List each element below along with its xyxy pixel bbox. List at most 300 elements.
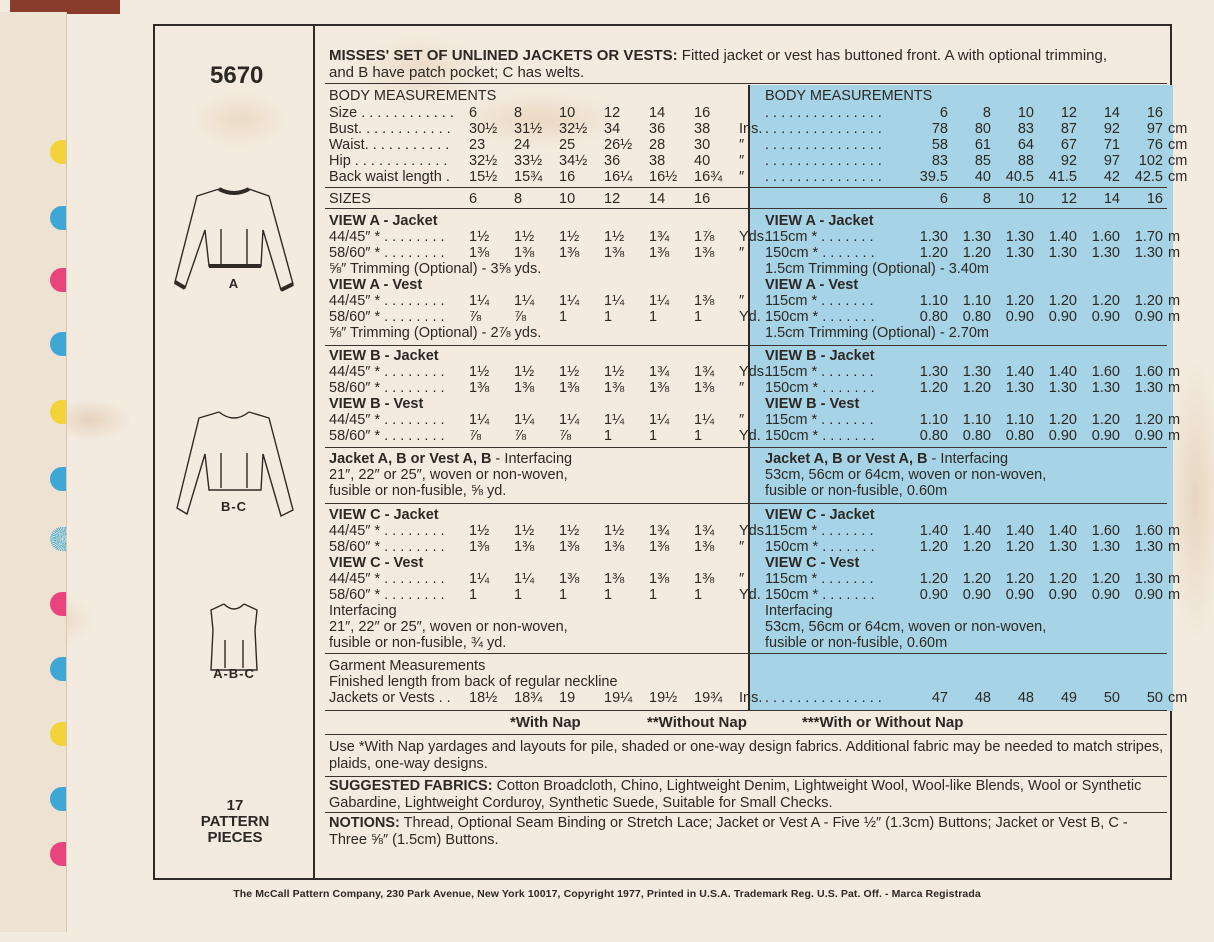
- row-value: 0.90: [1048, 309, 1077, 325]
- row-value: 18½: [469, 690, 498, 706]
- row-value: 49: [1060, 690, 1077, 706]
- view-label-a-b-c: A-B-C: [213, 666, 255, 681]
- row-label: Size . . . . . . . . . . . .: [329, 105, 454, 121]
- row-value: 10: [1017, 105, 1034, 121]
- row-value: 1⅜: [649, 245, 670, 261]
- row-label: Hip . . . . . . . . . . . .: [329, 153, 448, 169]
- row-value: 1⅜: [514, 380, 535, 396]
- row-value: 19½: [649, 690, 678, 706]
- row-value: 1.30: [1091, 539, 1120, 555]
- row-value: 8: [982, 105, 991, 121]
- row-value: 1⅜: [469, 380, 490, 396]
- row-value: 1.30: [962, 364, 991, 380]
- row-value: 1.20: [962, 245, 991, 261]
- interfacing-c-spec: 21″, 22″ or 25″, woven or non-woven,: [329, 619, 568, 635]
- row-value: 1⅜: [469, 245, 490, 261]
- row-label: 115cm * . . . . . . .: [765, 293, 874, 309]
- row-unit: ″: [739, 293, 745, 309]
- trimming-note: 1.5cm Trimming (Optional) - 2.70m: [765, 325, 990, 341]
- row-value: 1.30: [1048, 380, 1077, 396]
- row-value: 1.20: [962, 380, 991, 396]
- row-value: 0.90: [1134, 309, 1163, 325]
- yardage-row: [765, 293, 1198, 309]
- row-value: 1¼: [649, 293, 670, 309]
- row-value: 15½: [469, 169, 498, 185]
- row-value: 26½: [604, 137, 633, 153]
- row-value: 1⅜: [514, 245, 535, 261]
- row-value: 16: [559, 169, 576, 185]
- row-value: 1⅜: [559, 380, 580, 396]
- row-value: 83: [931, 153, 948, 169]
- row-value: 48: [1017, 690, 1034, 706]
- divider: [325, 710, 1167, 711]
- row-value: 1½: [514, 523, 535, 539]
- row-value: 30: [694, 137, 711, 153]
- row-value: 0.80: [962, 309, 991, 325]
- row-value: 1.10: [919, 412, 948, 428]
- interfacing-ab-spec: 21″, 22″ or 25″, woven or non-woven,: [329, 467, 568, 483]
- row-label: 44/45″ * . . . . . . . .: [329, 229, 445, 245]
- row-value: 42: [1103, 169, 1120, 185]
- row-value: 40: [974, 169, 991, 185]
- yardage-row: [765, 428, 1198, 444]
- yardage-row: [765, 412, 1198, 428]
- row-label: Bust. . . . . . . . . . . .: [329, 121, 451, 137]
- registration-dot-yellow: [50, 400, 66, 424]
- row-value: 1¼: [559, 412, 580, 428]
- row-value: 16¾: [694, 169, 723, 185]
- row-value: 88: [1017, 153, 1034, 169]
- pattern-pieces-number: 17: [226, 797, 244, 814]
- row-value: 1¼: [604, 412, 625, 428]
- row-value: 1.20: [1005, 539, 1034, 555]
- row-value: 1.30: [1134, 571, 1163, 587]
- yardage-row: [329, 523, 779, 539]
- row-unit: cm: [1168, 153, 1188, 169]
- yardage-row: [329, 364, 779, 380]
- row-value: 85: [974, 153, 991, 169]
- yardage-row: [765, 309, 1198, 325]
- row-value: 36: [604, 153, 621, 169]
- row-value: 10: [559, 105, 576, 121]
- row-value: 34½: [559, 153, 588, 169]
- row-value: 1: [559, 309, 568, 325]
- pattern-pieces-count: [155, 798, 315, 846]
- row-value: 1.20: [1091, 412, 1120, 428]
- row-value: 1.60: [1091, 364, 1120, 380]
- notions-label: NOTIONS:: [329, 815, 400, 831]
- row-value: 1: [649, 587, 658, 603]
- yardage-row: [765, 587, 1198, 603]
- row-value: 48: [974, 690, 991, 706]
- row-value: 1⅜: [604, 571, 625, 587]
- row-unit: ″: [739, 153, 745, 169]
- row-value: 42.5: [1134, 169, 1163, 185]
- row-value: 1.40: [919, 523, 948, 539]
- interfacing-ab-title: [329, 451, 572, 467]
- registration-dot-blue: [50, 332, 66, 356]
- row-value: 1.20: [919, 539, 948, 555]
- divider: [325, 83, 1167, 84]
- row-unit: cm: [1168, 137, 1188, 153]
- row-value: 19: [559, 690, 576, 706]
- yardage-row: [329, 539, 779, 555]
- row-value: 1.60: [1091, 523, 1120, 539]
- row-value: 1½: [514, 229, 535, 245]
- row-label: 115cm * . . . . . . .: [765, 229, 874, 245]
- view-a-jacket-title: VIEW A - Jacket: [329, 213, 438, 229]
- view-a-vest-title: VIEW A - Vest: [329, 277, 423, 293]
- row-value: 1.20: [1134, 412, 1163, 428]
- body-measurement-row: [329, 153, 779, 169]
- row-label: 58/60″ * . . . . . . . .: [329, 245, 445, 261]
- view-label-a: A: [228, 276, 240, 291]
- row-value: 1.30: [962, 229, 991, 245]
- suggested-fabrics: [329, 778, 1165, 812]
- row-unit: ″: [739, 137, 745, 153]
- divider: [325, 208, 1167, 209]
- row-value: ⅞: [514, 309, 527, 325]
- size-value: 10: [1017, 191, 1034, 207]
- row-value: 97: [1103, 153, 1120, 169]
- row-value: 1: [649, 309, 658, 325]
- row-value: 38: [649, 153, 666, 169]
- view-c-jacket-title: VIEW C - Jacket: [329, 507, 439, 523]
- row-unit: Yds.: [739, 523, 769, 539]
- row-value: 1¼: [649, 412, 670, 428]
- row-value: 0.90: [919, 587, 948, 603]
- row-unit: cm: [1168, 121, 1188, 137]
- yardage-row: [329, 380, 779, 396]
- row-label: Jackets or Vests . .: [329, 690, 451, 706]
- finished-length-metric: [765, 690, 1198, 706]
- view-a-vest-title: VIEW A - Vest: [765, 277, 859, 293]
- row-value: 39.5: [919, 169, 948, 185]
- row-value: 14: [649, 105, 666, 121]
- divider: [325, 447, 1167, 448]
- row-value: 12: [604, 105, 621, 121]
- registration-dot-blue: [50, 467, 66, 491]
- row-value: 1½: [604, 523, 625, 539]
- row-value: 1.60: [1134, 523, 1163, 539]
- row-value: 0.90: [1005, 587, 1034, 603]
- envelope-flap: [0, 12, 67, 932]
- row-value: 1.20: [1048, 293, 1077, 309]
- row-value: 1.20: [1091, 293, 1120, 309]
- row-unit: m: [1168, 380, 1181, 396]
- row-value: 1.20: [1134, 293, 1163, 309]
- row-label: 58/60″ * . . . . . . . .: [329, 380, 445, 396]
- row-value: 1⅜: [514, 539, 535, 555]
- row-value: 1½: [469, 523, 490, 539]
- row-value: 1¼: [469, 293, 490, 309]
- row-unit: m: [1168, 364, 1181, 380]
- notions: [329, 815, 1165, 849]
- row-label: 150cm * . . . . . . .: [765, 245, 875, 261]
- row-value: 1⅜: [604, 245, 625, 261]
- interfacing-title: Jacket A, B or Vest A, B: [765, 451, 928, 467]
- yardage-row: [329, 571, 779, 587]
- pattern-title: MISSES' SET OF UNLINED JACKETS OR VESTS:: [329, 47, 678, 64]
- size-value: 6: [939, 191, 948, 207]
- trimming-note: ⅝″ Trimming (Optional) - 2⅞ yds.: [329, 325, 542, 341]
- row-value: 1⅜: [649, 571, 670, 587]
- yardage-row: [329, 293, 779, 309]
- yardage-row: [765, 229, 1198, 245]
- size-value: 8: [514, 191, 523, 207]
- row-value: 1½: [469, 364, 490, 380]
- interfacing-suffix: - Interfacing: [491, 451, 573, 467]
- size-value: 12: [1060, 191, 1077, 207]
- row-label: 150cm * . . . . . . .: [765, 539, 875, 555]
- row-value: 1.30: [919, 364, 948, 380]
- row-value: 1: [694, 428, 703, 444]
- interfacing-ab-spec: fusible or non-fusible, 0.60m: [765, 483, 948, 499]
- row-value: 61: [974, 137, 991, 153]
- row-value: 1½: [604, 364, 625, 380]
- garment-measurements-subtitle: Finished length from back of regular neckline: [329, 674, 618, 690]
- row-value: 92: [1103, 121, 1120, 137]
- sizes-label: SIZES: [329, 191, 371, 207]
- registration-dot-blue: [50, 657, 66, 681]
- row-value: 1⅜: [559, 539, 580, 555]
- row-value: 1¼: [694, 412, 715, 428]
- row-value: 40.5: [1005, 169, 1034, 185]
- view-c-vest-title: VIEW C - Vest: [765, 555, 860, 571]
- row-value: 1.60: [1091, 229, 1120, 245]
- row-value: 1.30: [1005, 380, 1034, 396]
- row-unit: m: [1168, 428, 1181, 444]
- row-unit: m: [1168, 245, 1181, 261]
- view-a-jacket-title: VIEW A - Jacket: [765, 213, 874, 229]
- row-value: 1⅜: [694, 571, 715, 587]
- row-unit: Ins.: [739, 121, 763, 137]
- row-value: 16: [1146, 105, 1163, 121]
- interfacing-ab-spec: 53cm, 56cm or 64cm, woven or non-woven,: [765, 467, 1047, 483]
- row-value: 1.30: [1048, 539, 1077, 555]
- body-measurement-row-metric: [765, 105, 1198, 121]
- row-value: 1.30: [1134, 380, 1163, 396]
- row-value: 16: [694, 105, 711, 121]
- row-value: 1.40: [1005, 523, 1034, 539]
- row-value: 1.20: [1005, 293, 1034, 309]
- row-unit: ″: [739, 571, 745, 587]
- row-value: 1.30: [1048, 245, 1077, 261]
- nap-legend-with: *With Nap: [510, 714, 581, 731]
- registration-dot-yellow: [50, 140, 66, 164]
- pattern-details: [325, 26, 1188, 878]
- row-label: 150cm * . . . . . . .: [765, 309, 875, 325]
- row-unit: m: [1168, 293, 1181, 309]
- row-label: 58/60″ * . . . . . . . .: [329, 428, 445, 444]
- interfacing-suffix: - Interfacing: [927, 451, 1009, 467]
- row-unit: m: [1168, 412, 1181, 428]
- yardage-row: [329, 245, 779, 261]
- row-value: 24: [514, 137, 531, 153]
- row-value: 67: [1060, 137, 1077, 153]
- row-value: 31½: [514, 121, 543, 137]
- row-label: 150cm * . . . . . . .: [765, 428, 875, 444]
- vest-abc-sketch: [169, 600, 299, 672]
- trimming-note: 1.5cm Trimming (Optional) - 3.40m: [765, 261, 990, 277]
- finished-length-imperial: [329, 690, 779, 706]
- row-value: 1¾: [649, 523, 670, 539]
- nap-legend-without: **Without Nap: [647, 714, 747, 731]
- registration-dot-magenta: [50, 842, 66, 866]
- row-value: 1.10: [962, 293, 991, 309]
- row-value: 1.20: [1048, 571, 1077, 587]
- row-value: 19¼: [604, 690, 633, 706]
- yardage-row: [765, 380, 1198, 396]
- row-unit: m: [1168, 229, 1181, 245]
- row-value: 1: [604, 309, 613, 325]
- row-value: 1.30: [1091, 380, 1120, 396]
- row-label: 115cm * . . . . . . .: [765, 523, 874, 539]
- yardage-row: [329, 412, 779, 428]
- row-value: 1⅜: [694, 539, 715, 555]
- row-label: . . . . . . . . . . . . . . .: [765, 137, 882, 153]
- row-value: 47: [931, 690, 948, 706]
- row-value: 28: [649, 137, 666, 153]
- row-value: 1¾: [694, 364, 715, 380]
- row-value: 25: [559, 137, 576, 153]
- row-value: 92: [1060, 153, 1077, 169]
- interfacing-c-spec: 53cm, 56cm or 64cm, woven or non-woven,: [765, 619, 1047, 635]
- row-unit: m: [1168, 539, 1181, 555]
- yardage-row: [329, 428, 779, 444]
- nap-legend-either: ***With or Without Nap: [802, 714, 964, 731]
- row-value: 1½: [559, 523, 580, 539]
- row-value: 1½: [559, 229, 580, 245]
- row-value: 1⅜: [469, 539, 490, 555]
- row-value: 41.5: [1048, 169, 1077, 185]
- sizes-metric: [765, 191, 1163, 207]
- row-value: 50: [1146, 690, 1163, 706]
- size-value: 6: [469, 191, 478, 207]
- row-value: 0.80: [1005, 428, 1034, 444]
- row-value: ⅞: [469, 428, 482, 444]
- row-unit: Yd.: [739, 428, 761, 444]
- row-label: 58/60″ * . . . . . . . .: [329, 587, 445, 603]
- row-label: 44/45″ * . . . . . . . .: [329, 412, 445, 428]
- body-measurement-row-metric: [765, 121, 1198, 137]
- row-value: ⅞: [514, 428, 527, 444]
- row-label: 44/45″ * . . . . . . . .: [329, 293, 445, 309]
- row-value: 1.30: [1005, 229, 1034, 245]
- row-unit: cm: [1168, 690, 1188, 706]
- row-value: 1: [604, 587, 613, 603]
- view-c-vest-title: VIEW C - Vest: [329, 555, 424, 571]
- row-value: 1¾: [694, 523, 715, 539]
- divider: [325, 776, 1167, 777]
- publisher-footer: The McCall Pattern Company, 230 Park Avenue, New York 10017, Copyright 1977, Printed in U.S.A. Trademark Reg. U.S. Pat. Off. - Marca Registrada: [233, 888, 981, 900]
- pattern-pieces-label-2: PIECES: [207, 829, 263, 846]
- divider: [325, 653, 1167, 654]
- row-value: 1.40: [962, 523, 991, 539]
- row-value: 97: [1146, 121, 1163, 137]
- row-label: . . . . . . . . . . . . . . .: [765, 169, 882, 185]
- trimming-note: ⅝″ Trimming (Optional) - 3⅝ yds.: [329, 261, 542, 277]
- row-value: 76: [1146, 137, 1163, 153]
- size-value: 14: [1103, 191, 1120, 207]
- yardage-row: [765, 571, 1198, 587]
- row-value: 19¾: [694, 690, 723, 706]
- notions-text: Thread, Optional Seam Binding or Stretch Lace; Jacket or Vest A - Five ½″ (1.3cm) Buttons; Jacket or Vest B, C - Three ⅝″ (1.5cm) Buttons.: [329, 815, 1128, 848]
- row-value: 12: [1060, 105, 1077, 121]
- row-unit: ″: [739, 245, 745, 261]
- body-measurement-row: [329, 137, 779, 153]
- row-value: 0.90: [1005, 309, 1034, 325]
- row-value: 1.30: [1005, 245, 1034, 261]
- row-value: 1½: [514, 364, 535, 380]
- body-measurement-row: [329, 105, 779, 121]
- body-measurements-heading-metric: BODY MEASUREMENTS: [765, 88, 933, 104]
- row-label: 44/45″ * . . . . . . . .: [329, 364, 445, 380]
- yardage-row: [329, 229, 779, 245]
- row-value: 1¼: [469, 571, 490, 587]
- row-value: 1: [694, 309, 703, 325]
- row-value: 0.90: [1134, 428, 1163, 444]
- row-unit: ″: [739, 380, 745, 396]
- view-c-jacket-title: VIEW C - Jacket: [765, 507, 875, 523]
- color-registration-dots: [50, 72, 66, 872]
- interfacing-c-spec: fusible or non-fusible, 0.60m: [765, 635, 948, 651]
- row-label: 150cm * . . . . . . .: [765, 587, 875, 603]
- yardage-row: [329, 587, 779, 603]
- pattern-description: [329, 48, 1107, 64]
- divider: [325, 503, 1167, 504]
- row-value: 83: [1017, 121, 1034, 137]
- row-value: 1.40: [1005, 364, 1034, 380]
- sizes-imperial: [329, 191, 739, 207]
- row-value: 1.40: [1048, 364, 1077, 380]
- divider: [325, 345, 1167, 346]
- row-label: 44/45″ * . . . . . . . .: [329, 523, 445, 539]
- row-label: 58/60″ * . . . . . . . .: [329, 539, 445, 555]
- row-value: 0.90: [962, 587, 991, 603]
- row-label: 115cm * . . . . . . .: [765, 571, 874, 587]
- row-value: 0.90: [1091, 309, 1120, 325]
- row-value: 1⅜: [694, 380, 715, 396]
- row-value: 102: [1138, 153, 1163, 169]
- row-value: 1.10: [962, 412, 991, 428]
- row-value: 1: [559, 587, 568, 603]
- row-value: 1¼: [514, 412, 535, 428]
- row-label: . . . . . . . . . . . . . . .: [765, 153, 882, 169]
- row-value: 32½: [469, 153, 498, 169]
- registration-dot-magenta: [50, 268, 66, 292]
- row-unit: m: [1168, 571, 1181, 587]
- row-value: 33½: [514, 153, 543, 169]
- row-value: 1½: [469, 229, 490, 245]
- row-value: 1⅜: [649, 539, 670, 555]
- row-value: 1.20: [919, 380, 948, 396]
- row-value: 16½: [649, 169, 678, 185]
- row-value: 58: [931, 137, 948, 153]
- suggested-fabrics-label: SUGGESTED FABRICS:: [329, 778, 493, 794]
- row-value: 1.20: [919, 571, 948, 587]
- nap-note: Use *With Nap yardages and layouts for pile, shaded or one-way design fabrics. Additional fabric may be needed to match stripes, plaids, one-way designs.: [329, 739, 1164, 772]
- pattern-description-1: Fitted jacket or vest has buttoned front. A with optional trimming,: [677, 47, 1108, 64]
- yardage-row: [765, 523, 1198, 539]
- row-label: Back waist length .: [329, 169, 450, 185]
- garment-measurements-title: Garment Measurements: [329, 658, 486, 674]
- row-value: 1: [469, 587, 478, 603]
- body-measurement-row: [329, 121, 779, 137]
- row-value: 0.90: [1134, 587, 1163, 603]
- row-value: 1⅜: [559, 245, 580, 261]
- row-value: 14: [1103, 105, 1120, 121]
